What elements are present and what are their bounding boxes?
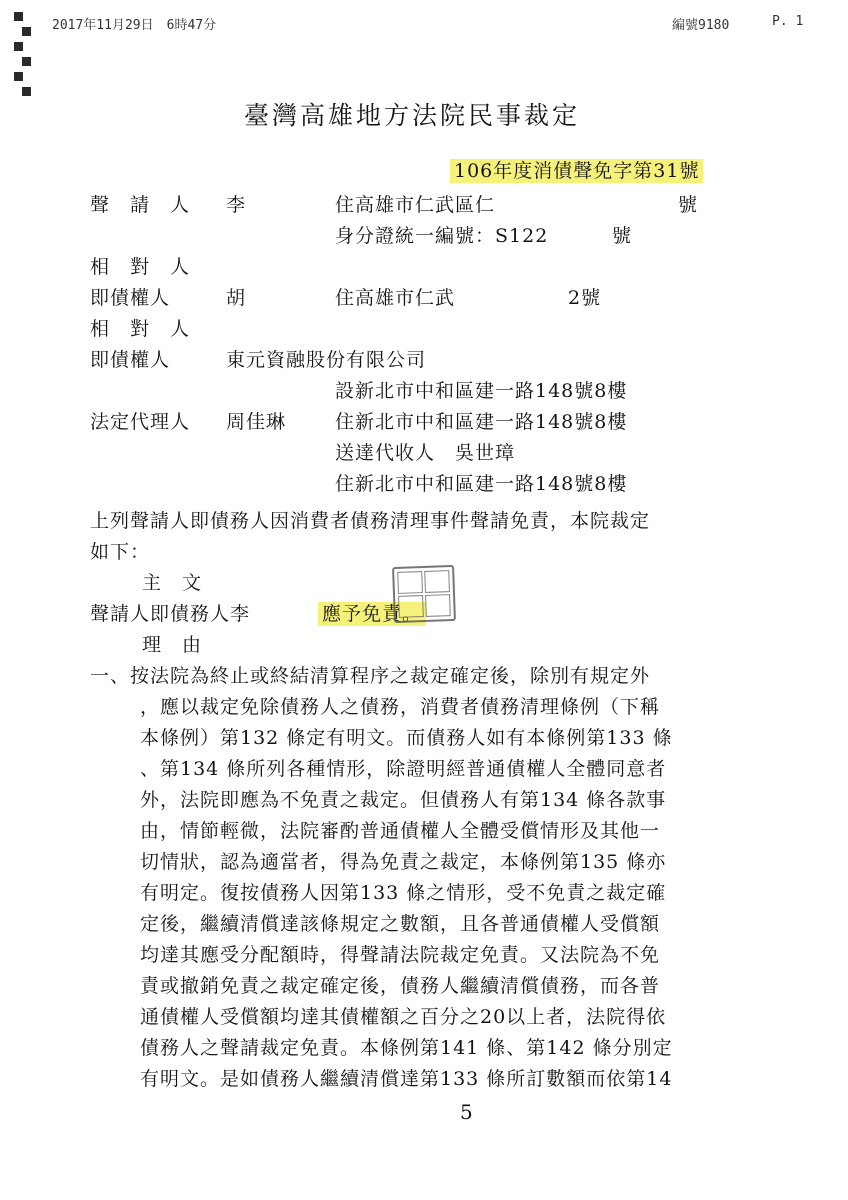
reason-line: 通債權人受償額均達其債權額之百分之20以上者，法院得依 [140,1006,667,1028]
reason-heading: 理 由 [142,634,203,656]
reason-line: 、第134 條所列各種情形，除證明經普通債權人全體同意者 [140,758,667,780]
applicant-id: 身分證統一編號：S122 [335,225,549,247]
fax-datetime: 2017年11月29日 6時47分 [52,18,217,33]
reason-line: 債務人之聲請裁定免責。本條例第141 條、第142 條分別定 [140,1037,673,1059]
creditor-label-1: 即債權人 [90,287,171,309]
reason-line: ，應以裁定免除債務人之債務，消費者債務清理條例（下稱 [140,696,661,718]
applicant-address-tail: 號 [678,194,699,216]
respondent-label-1: 相 對 人 [90,256,191,278]
service-agent: 送達代收人 吳世璋 [335,442,516,464]
creditor-address-1-tail: 2號 [568,287,602,309]
page-number: 5 [460,1100,473,1124]
intro-line-1: 上列聲請人即債務人因消費者債務清理事件聲請免責，本院裁定 [90,510,651,532]
reason-line: 一、按法院為終止或終結清算程序之裁定確定後，除別有規定外 [90,665,651,687]
reason-line: 有明文。是如債務人繼續清償達第133 條所訂數額而依第14 [140,1068,673,1090]
reason-line: 責或撤銷免責之裁定確定後，債務人繼續清償債務，而各普 [140,975,661,997]
reason-line: 均達其應受分配額時，得聲請法院裁定免責。又法院為不免 [140,944,661,966]
reason-line: 本條例）第132 條定有明文。而債務人如有本條例第133 條 [140,727,673,749]
reason-line: 由，情節輕微，法院審酌普通債權人全體受償情形及其他一 [140,820,661,842]
binding-holes [14,12,32,102]
document-title: 臺灣高雄地方法院民事裁定 [244,101,581,130]
applicant-label: 聲 請 人 [90,194,191,216]
fax-page: P. 1 [772,14,804,29]
service-agent-address: 住新北市中和區建一路148號8樓 [335,473,628,495]
main-text-a: 聲請人即債務人李 [90,603,251,625]
reason-line: 有明定。復按債務人因第133 條之情形，受不免責之裁定確 [140,882,667,904]
main-heading: 主 文 [142,572,203,594]
reason-line: 切情狀，認為適當者，得為免責之裁定，本條例第135 條亦 [140,851,667,873]
creditor-name-2: 東元資融股份有限公司 [226,349,427,371]
respondent-label-2: 相 對 人 [90,318,191,340]
reason-line: 外，法院即應為不免責之裁定。但債務人有第134 條各款事 [140,789,667,811]
main-text-b: 應予免責。 [318,599,426,626]
legal-rep-name: 周佳琳 [226,411,287,433]
fax-doc-no: 編號9180 [672,18,730,33]
creditor-label-2: 即債權人 [90,349,171,371]
applicant-address: 住高雄市仁武區仁 [335,194,496,216]
intro-line-2: 如下： [90,541,151,563]
applicant-id-tail: 號 [612,225,633,247]
creditor-address-1: 住高雄市仁武 [335,287,456,309]
legal-rep-address: 住新北市中和區建一路148號8樓 [335,411,628,433]
creditor-name-1: 胡 [226,287,247,309]
applicant-name: 李 [226,194,247,216]
legal-rep-label: 法定代理人 [90,411,191,433]
creditor-address-2: 設新北市中和區建一路148號8樓 [335,380,628,402]
reason-line: 定後，繼續清償達該條規定之數額，且各普通債權人受償額 [140,913,661,935]
court-seal-stamp [392,565,456,623]
case-number: 106年度消債聲免字第31號 [450,156,703,183]
